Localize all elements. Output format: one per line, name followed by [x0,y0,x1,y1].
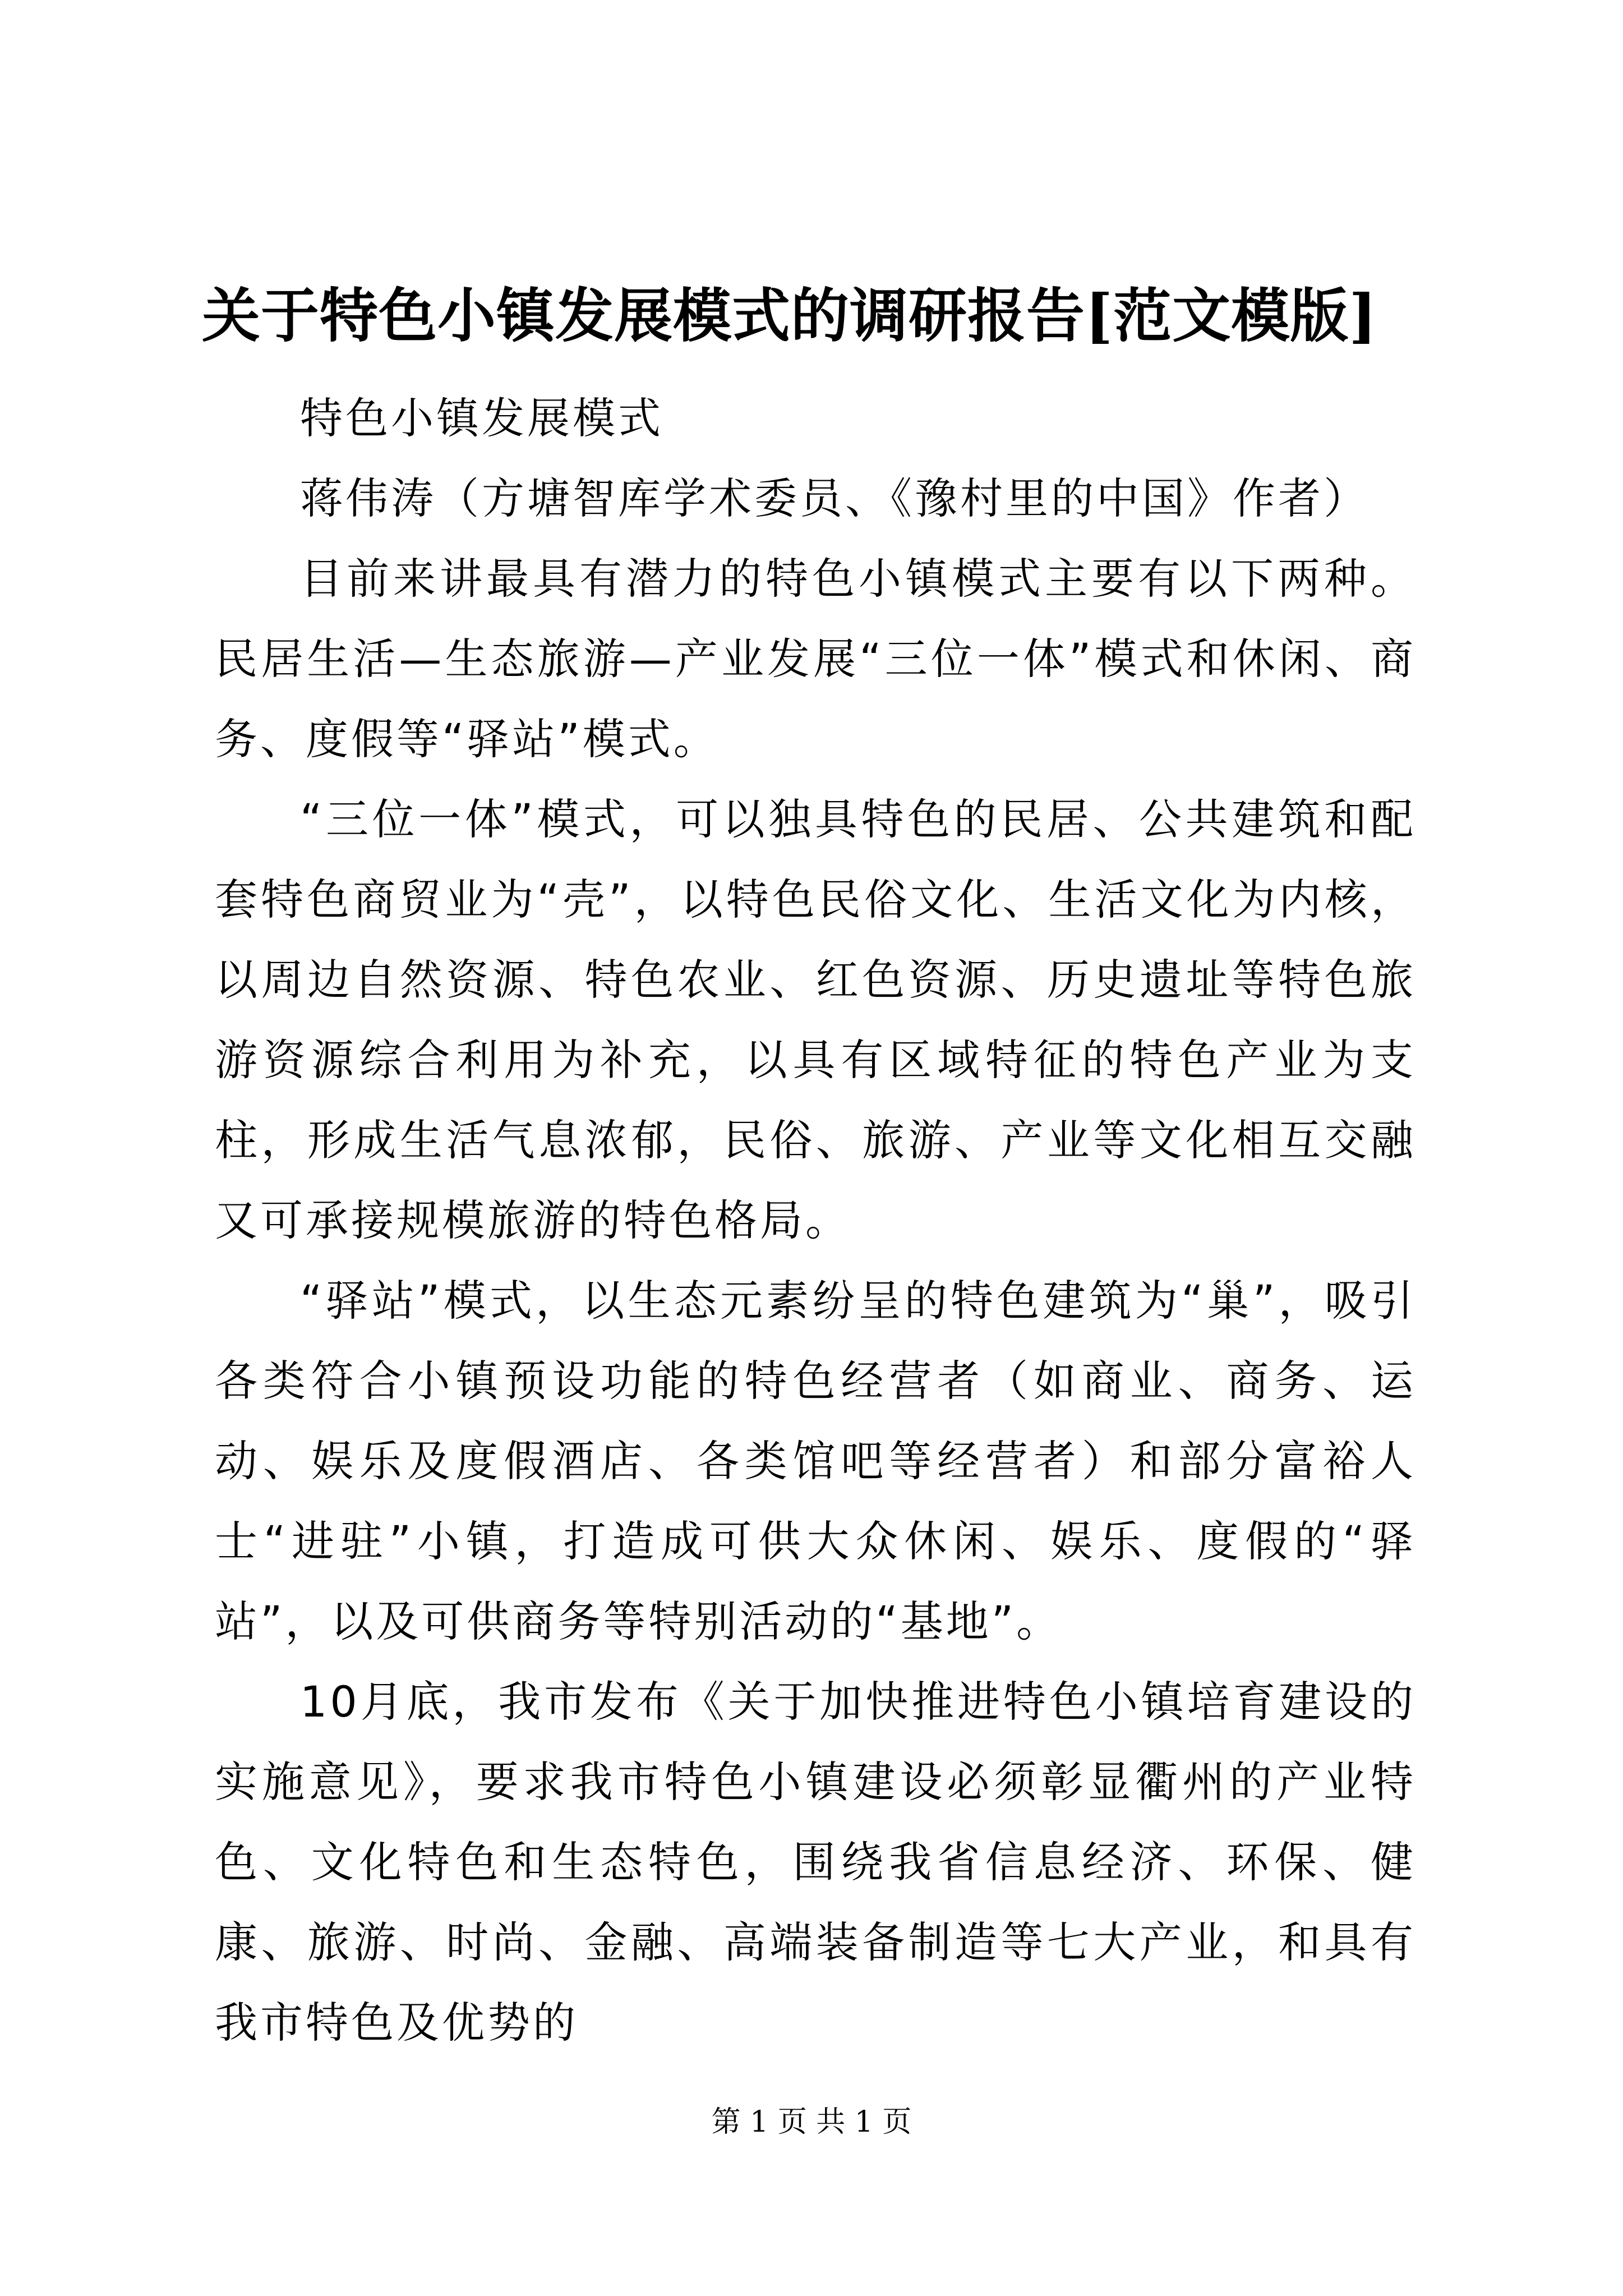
body-paragraph: “驿站”模式，以生态元素纷呈的特色建筑为“巢”，吸引各类符合小镇预设功能的特色经营者（如商业、商务、运动、娱乐及度假酒店、各类馆吧等经营者）和部分富裕人士“进驻”小镇，打造成可供大众休闲、娱乐、度假的“驿站”，以及可供商务等特别活动的“基地”。 [215,1276,1416,1646]
document-body [215,378,1416,2063]
body-paragraph: “三位一体”模式，可以独具特色的民居、公共建筑和配套特色商贸业为“壳”，以特色民俗文化、生活文化为内核，以周边自然资源、特色农业、红色资源、历史遗址等特色旅游资源综合利用为补充，以具有区域特征的特色产业为支柱，形成生活气息浓郁，民俗、旅游、产业等文化相互交融又可承接规模旅游的特色格局。 [215,794,1416,1245]
body-paragraph: 10月底，我市发布《关于加快推进特色小镇培育建设的实施意见》，要求我市特色小镇建设必须彰显衢州的产业特色、文化特色和生态特色，围绕我省信息经济、环保、健康、旅游、时尚、金融、高端装备制造等七大产业，和具有我市特色及优势的 [215,1677,1416,2047]
page-footer: 第 1 页 共 1 页 [711,2105,912,2139]
body-paragraph: 目前来讲最具有潜力的特色小镇模式主要有以下两种。民居生活—生态旅游—产业发展“三位一体”模式和休闲、商务、度假等“驿站”模式。 [215,554,1416,764]
subtitle-paragraph: 特色小镇发展模式 [300,393,663,443]
document-title: 关于特色小镇发展模式的调研报告[范文模版] [202,281,1377,350]
author-paragraph: 蒋伟涛（方塘智库学术委员、《豫村里的中国》作者） [300,473,1369,523]
